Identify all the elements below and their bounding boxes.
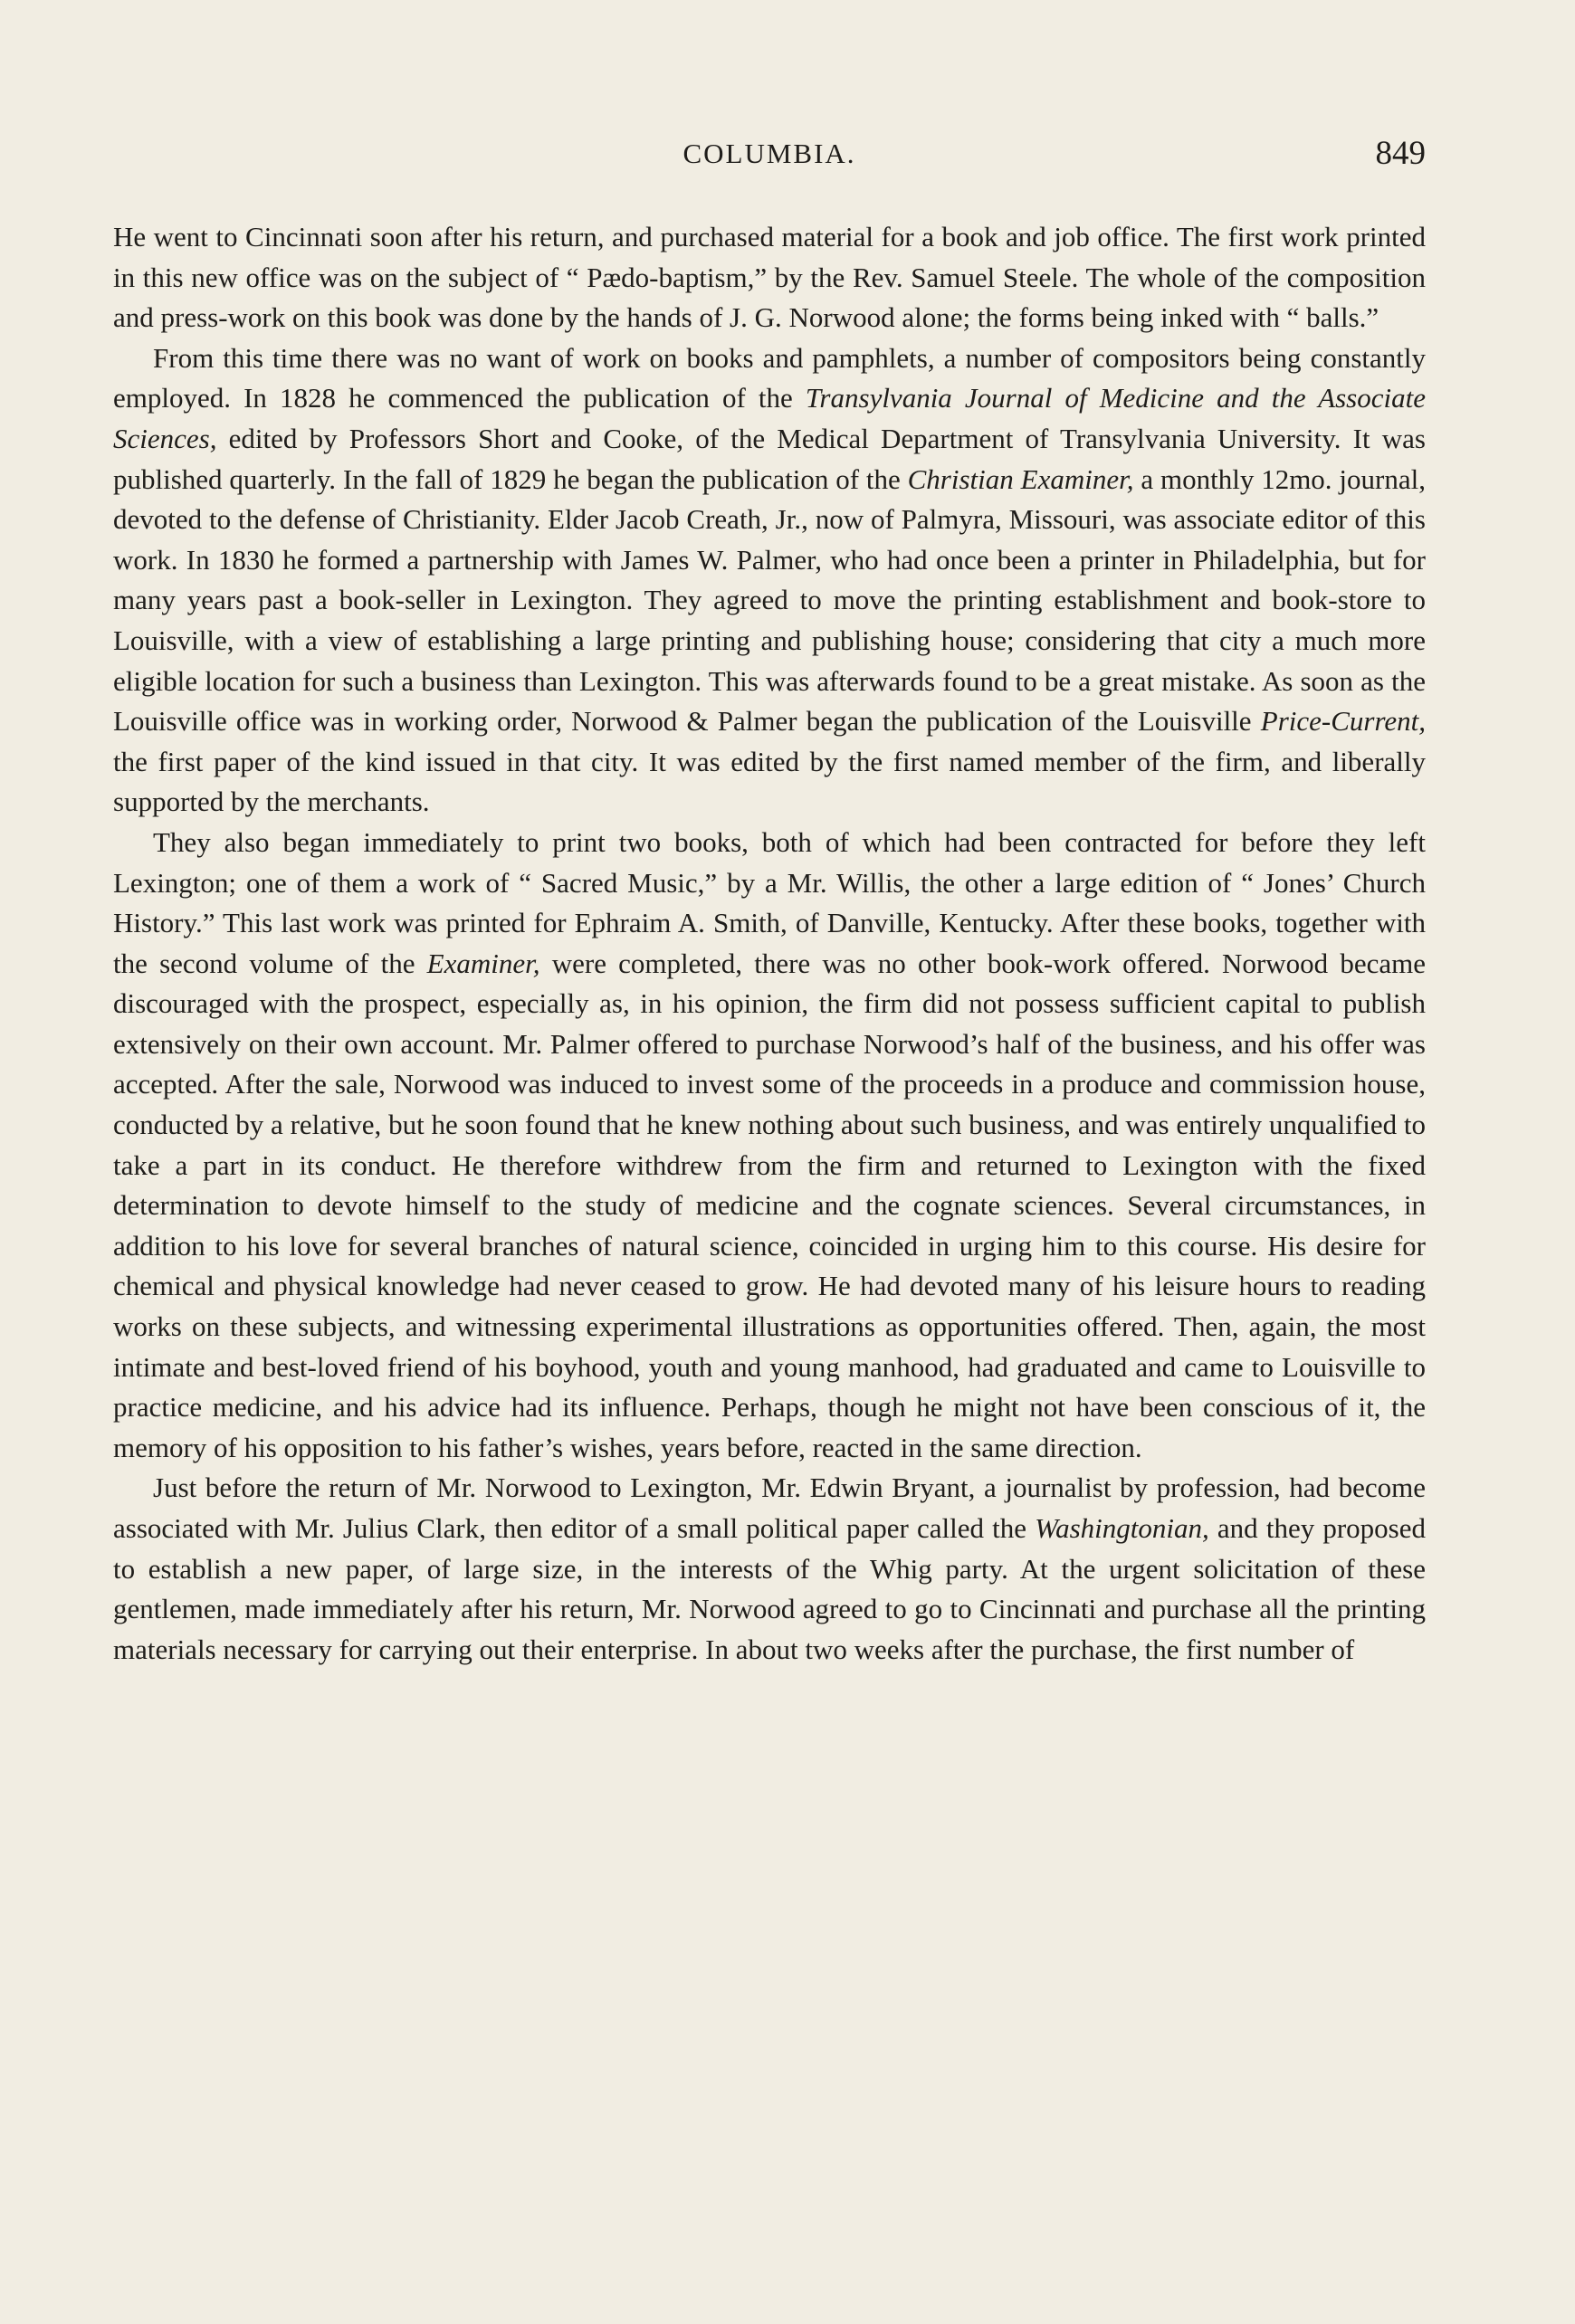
journal-title: Price-Current, (1260, 705, 1426, 738)
paragraph-2 (113, 338, 1426, 823)
text-run: the first paper of the kind issued in that city. It was edited by the first named member of the firm, and liberally supported by the merchants. (113, 745, 1426, 818)
journal-title: Transylvania Journal of Medicine and the Associate Sciences, (113, 382, 1426, 454)
text-run: They also began immediately to print two books, both of which had been contracted for before they left Lexington; one of them a work of “ Sacred Music,” by a Mr. Willis, the other a large edition of “ Jones’ Church History.” This last work was printed for Ephraim A. Smith, of Danville, Kentucky. After these books, together with the second volume of the (113, 825, 1426, 979)
text-run: a monthly 12mo. journal, devoted to the defense of Christianity. Elder Jacob Creath, Jr., now of Palmyra, Missouri, was associate editor of this work. In 1830 he formed a partnership with James W. Palmer, who had once been a printer in Philadelphia, but for many years past a book-seller in Lexington. They agreed to move the printing establishment and book-store to Louisville, with a view of establishing a large printing and publishing house; considering that city a much more eligible location for such a business than Lexington. This was afterwards found to be a great mistake. As soon as the Louisville office was in working order, Norwood & Palmer began the publication of the Louisville (113, 462, 1426, 738)
text-run: and they proposed to establish a new paper, of large size, in the interests of the Whig party. At the urgent solicitation of these gentlemen, made immediately after his return, Mr. Norwood agreed to go to Cincinnati and purchase all the printing materials necessary for carrying out their enterprise. In about two weeks after the purchase, the first number of (113, 1512, 1426, 1665)
paragraph-4 (113, 1468, 1426, 1670)
text-run: Just before the return of Mr. Norwood to Lexington, Mr. Edwin Bryant, a journalist by profession, had become associated with Mr. Julius Clark, then editor of a small political paper called the (113, 1472, 1426, 1544)
paragraph-1 (113, 217, 1426, 338)
text-run: He went to Cincinnati soon after his return, and purchased material for a book and job office. The first work printed in this new office was on the subject of “ Pædo-baptism,” by the Rev. Samuel Steele. The whole of the composition and press-work on this book was done by the hands of J. G. Norwood alone; the forms being inked with “ balls.” (113, 221, 1426, 334)
body-text (113, 217, 1426, 1670)
journal-title: Examiner, (426, 947, 540, 979)
journal-title: Christian Examiner, (907, 462, 1134, 495)
text-run: edited by Professors Short and Cooke, of the Medical Department of Transylvania University. It was published quarterly. In the fall of 1829 he began the publication of the (113, 422, 1426, 495)
journal-title: Washingtonian, (1035, 1512, 1209, 1544)
page-number: 849 (1375, 135, 1426, 172)
paragraph-3 (113, 823, 1426, 1469)
text-run: were completed, there was no other book-work offered. Norwood became discouraged with the prospect, especially as, in his opinion, the firm did not possess sufficient capital to publish extensively on their own account. Mr. Palmer offered to purchase Norwood’s half of the business, and his offer was accepted. After the sale, Norwood was induced to invest some of the proceeds in a produce and commission house, conducted by a relative, but he soon found that he knew nothing about such business, and was entirely unqualified to take a part in its conduct. He therefore withdrew from the firm and returned to Lexington with the fixed determination to devote himself to the study of medicine and the cognate sciences. Several circumstances, in addition to his love for several branches of natural science, coincided in urging him to this course. His desire for chemical and physical knowledge had never ceased to grow. He had devoted many of his leisure hours to reading works on these subjects, and witnessing experimental illustrations as opportunities offered. Then, again, the most intimate and best-loved friend of his boyhood, youth and young manhood, had graduated and came to Louisville to practice medicine, and his advice had its influence. Perhaps, though he might not have been conscious of it, the memory of his opposition to his father’s wishes, years before, reacted in the same direction. (113, 947, 1426, 1463)
page-header (113, 134, 1426, 188)
text-run: From this time there was no want of work on books and pamphlets, a number of compositors being constantly employed. In 1828 he commenced the publication of the (113, 341, 1426, 414)
running-head: COLUMBIA. (682, 138, 856, 169)
